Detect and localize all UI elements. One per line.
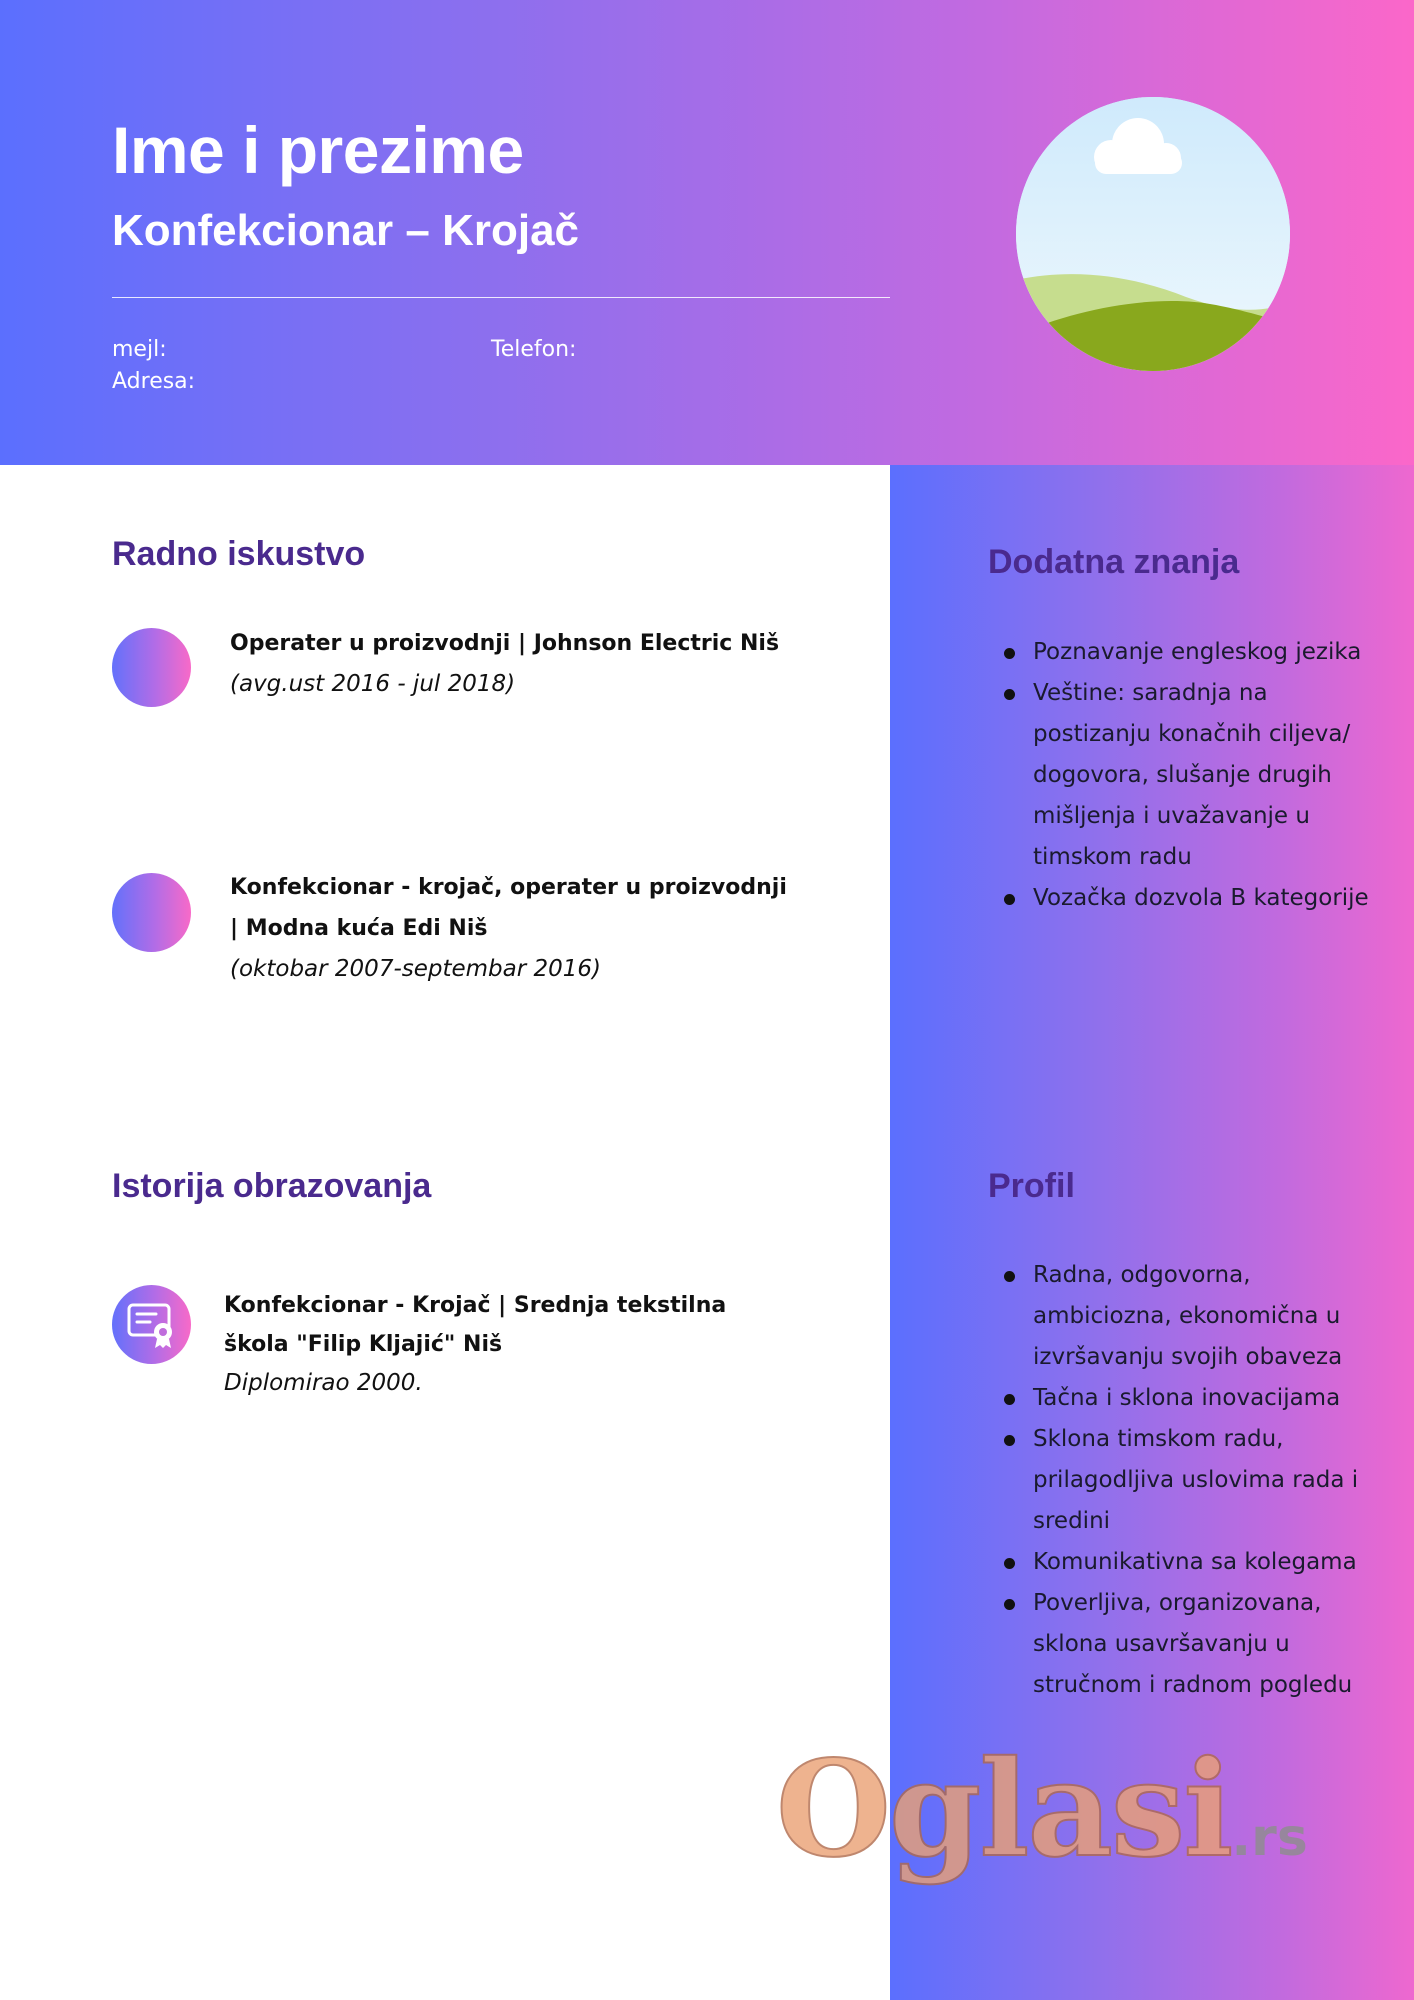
list-item: Veštine: saradnja na postizanju konačnih ciljeva/ dogovora, slušanje drugih mišljenja i uvažavanje u timskom radu <box>1033 673 1373 878</box>
address-label: Adresa: <box>112 369 196 394</box>
watermark-main: Oglasi <box>776 1732 1232 1887</box>
skills-list <box>1033 632 1373 919</box>
watermark-suffix: .rs <box>1231 1808 1308 1868</box>
header-banner <box>0 0 1414 465</box>
list-item: Radna, odgovorna, ambiciozna, ekonomična u izvršavanju svojih obaveza <box>1033 1255 1373 1378</box>
entry-date: Diplomirao 2000. <box>224 1370 423 1396</box>
entry-date: (oktobar 2007-septembar 2016) <box>230 956 602 982</box>
watermark-logo <box>776 1732 1308 1887</box>
list-item: Sklona timskom radu, prilagodljiva uslovima rada i sredini <box>1033 1419 1373 1542</box>
timeline-dot <box>112 873 191 952</box>
list-item: Komunikativna sa kolegama <box>1033 1542 1373 1583</box>
person-name: Ime i prezime <box>112 113 524 187</box>
education-heading: Istorija obrazovanja <box>112 1167 432 1205</box>
education-entry <box>224 1286 784 1403</box>
email-label: mejl: <box>112 337 167 362</box>
job-title: Konfekcionar – Krojač <box>112 206 580 255</box>
profile-list <box>1033 1255 1373 1706</box>
skills-heading: Dodatna znanja <box>988 543 1240 581</box>
timeline-dot <box>112 628 191 707</box>
work-entry <box>230 867 790 990</box>
entry-date: (avg.ust 2016 - jul 2018) <box>230 671 516 697</box>
list-item: Poznavanje engleskog jezika <box>1033 632 1373 673</box>
landscape-placeholder-icon <box>1016 97 1290 371</box>
work-entry <box>230 623 790 705</box>
entry-title: Konfekcionar - krojač, operater u proizvodnji | Modna kuća Edi Niš <box>230 875 787 941</box>
header-divider <box>112 297 890 298</box>
entry-title: Operater u proizvodnji | Johnson Electric Niš <box>230 631 780 656</box>
list-item: Vozačka dozvola B kategorije <box>1033 878 1373 919</box>
work-experience-heading: Radno iskustvo <box>112 535 366 573</box>
list-item: Poverljiva, organizovana, sklona usavršavanju u stručnom i radnom pogledu <box>1033 1583 1373 1706</box>
profile-heading: Profil <box>988 1167 1075 1205</box>
certificate-icon <box>112 1285 191 1364</box>
phone-label: Telefon: <box>491 337 577 362</box>
entry-title: Konfekcionar - Krojač | Srednja tekstilna škola "Filip Kljajić" Niš <box>224 1293 727 1357</box>
list-item: Tačna i sklona inovacijama <box>1033 1378 1373 1419</box>
